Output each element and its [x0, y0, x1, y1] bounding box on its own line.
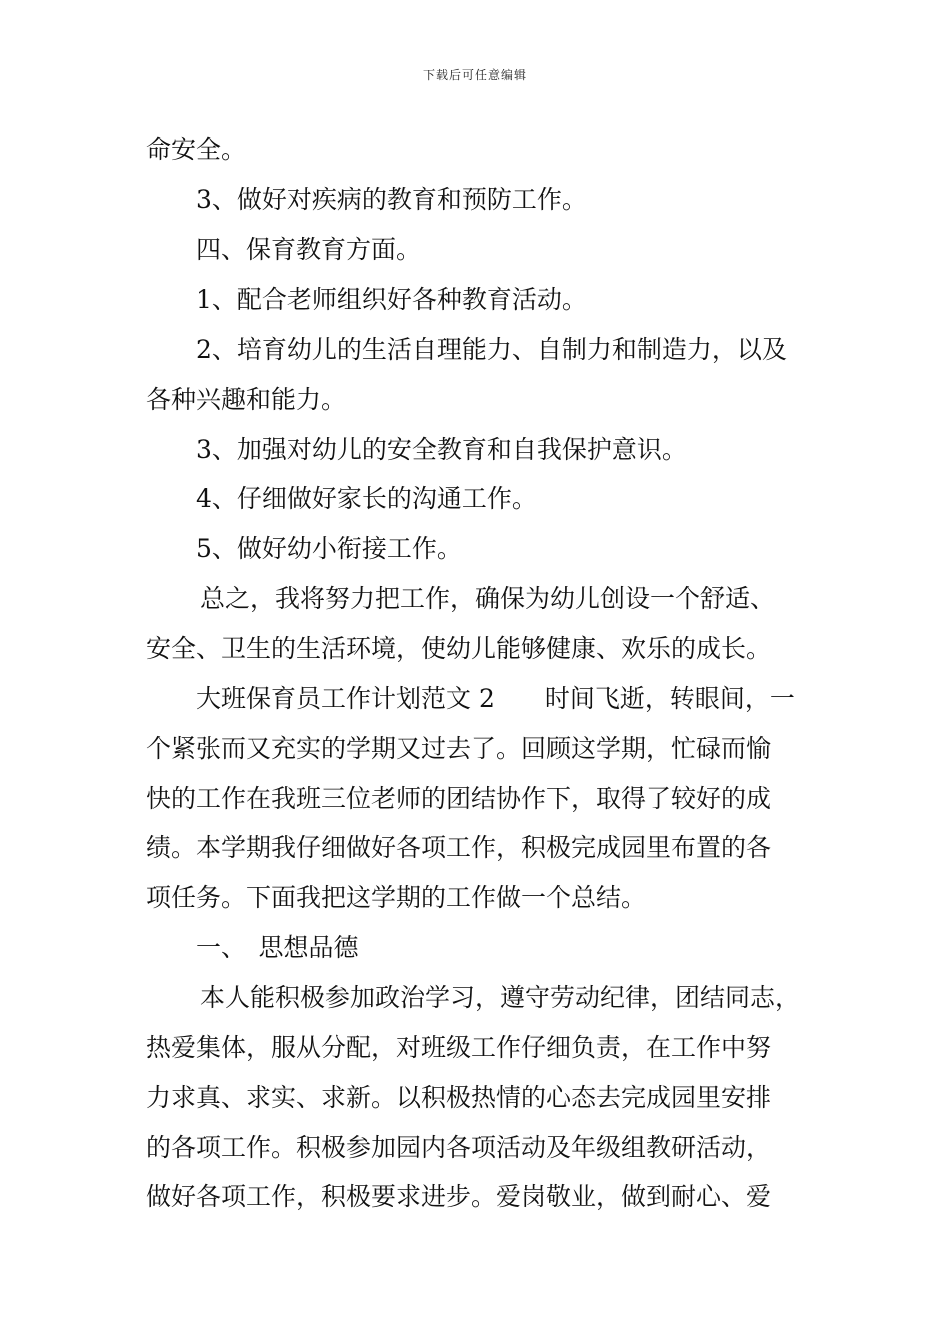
text-line: 力求真、求实、求新。以积极热情的心态去完成园里安排: [146, 1083, 772, 1112]
text-line: 快的工作在我班三位老师的团结协作下，取得了较好的成: [146, 784, 772, 813]
text-line: 个紧张而又充实的学期又过去了。回顾这学期，忙碌而愉: [146, 734, 772, 763]
text-line: 四、保育教育方面。: [196, 235, 422, 264]
text-line: 1、配合老师组织好各种教育活动。: [196, 285, 587, 314]
text-line: 4、仔细做好家长的沟通工作。: [196, 484, 537, 513]
text-line: 总之，我将努力把工作，确保为幼儿创设一个舒适、: [200, 584, 776, 613]
text-line: 各种兴趣和能力。: [146, 385, 347, 414]
text-line: 安全、卫生的生活环境，使幼儿能够健康、欢乐的成长。: [146, 634, 772, 663]
text-line: 做好各项工作，积极要求进步。爱岗敬业，做到耐心、爱: [146, 1182, 772, 1211]
text-line: 项任务。下面我把这学期的工作做一个总结。: [146, 883, 647, 912]
page-header: 下载后可任意编辑: [422, 68, 527, 82]
text-line: 2、培育幼儿的生活自理能力、自制力和制造力，以及: [196, 335, 787, 364]
text-line: 热爱集体，服从分配，对班级工作仔细负责，在工作中努: [146, 1033, 772, 1062]
text-line: 大班保育员工作计划范文 2 时间飞逝，转眼间，一: [196, 684, 795, 713]
text-line: 绩。本学期我仔细做好各项工作，积极完成园里布置的各: [146, 833, 772, 862]
text-line: 3、加强对幼儿的安全教育和自我保护意识。: [196, 435, 687, 464]
text-line: 一、 思想品德: [196, 933, 359, 962]
text-line: 3、做好对疾病的教育和预防工作。: [196, 185, 587, 214]
text-line: 5、做好幼小衔接工作。: [196, 534, 462, 563]
text-line: 命安全。: [146, 135, 247, 164]
text-line: 的各项工作。积极参加园内各项活动及年级组教研活动，: [146, 1133, 772, 1162]
text-line: 本人能积极参加政治学习，遵守劳动纪律，团结同志，: [200, 983, 801, 1012]
